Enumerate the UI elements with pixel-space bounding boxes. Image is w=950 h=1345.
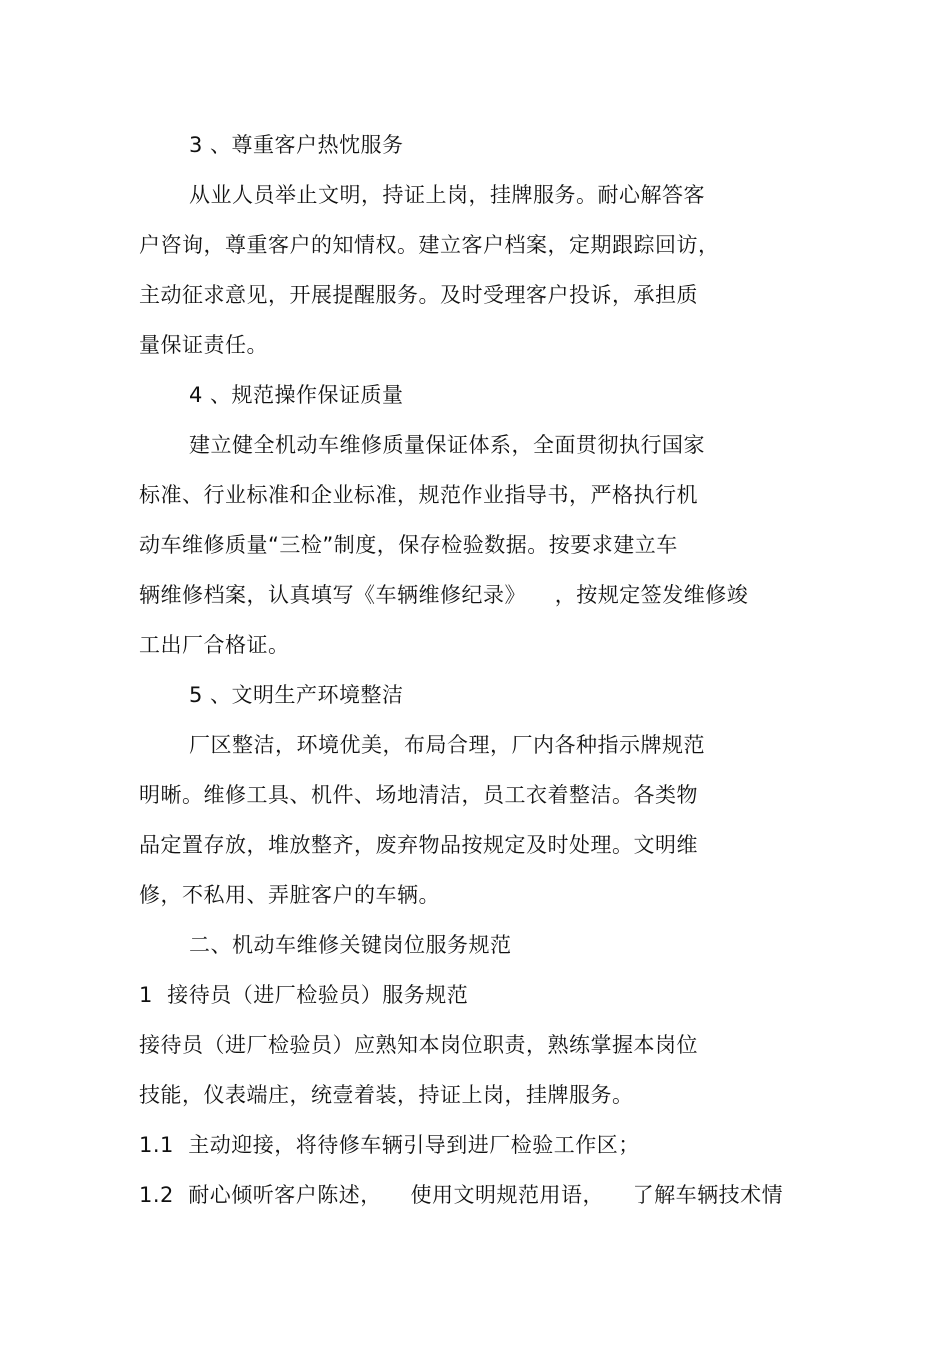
paragraph-line: 明晰。维修工具、机件、场地清洁，员工衣着整洁。各类物 — [139, 783, 698, 807]
paragraph-line: 动车维修质量“三检”制度，保存检验数据。按要求建立车 — [139, 533, 678, 557]
paragraph-line: 量保证责任。 — [139, 333, 268, 357]
paragraph-line: 从业人员举止文明，持证上岗，挂牌服务。耐心解答客 — [189, 183, 705, 207]
paragraph-line: 建立健全机动车维修质量保证体系，全面贯彻执行国家 — [189, 433, 705, 457]
paragraph-line: 户咨询，尊重客户的知情权。建立客户档案，定期跟踪回访， — [139, 233, 720, 257]
chapter-heading: 二、机动车维修关键岗位服务规范 — [189, 933, 512, 957]
list-item-1-1: 1.1 主动迎接，将待修车辆引导到进厂检验工作区； — [139, 1133, 640, 1157]
list-item-1-2: 1.2 耐心倾听客户陈述， 使用文明规范用语， 了解车辆技术情 — [139, 1183, 784, 1207]
subsection-heading-1: 1 接待员（进厂检验员）服务规范 — [139, 983, 469, 1007]
section-heading-5: 5 、文明生产环境整洁 — [189, 683, 404, 707]
paragraph-line: 厂区整洁，环境优美，布局合理，厂内各种指示牌规范 — [189, 733, 705, 757]
paragraph-line: 品定置存放，堆放整齐，废弃物品按规定及时处理。文明维 — [139, 833, 698, 857]
section-heading-3: 3 、尊重客户热忱服务 — [189, 133, 404, 157]
paragraph-line: 接待员（进厂检验员）应熟知本岗位职责，熟练掌握本岗位 — [139, 1033, 698, 1057]
paragraph-line: 主动征求意见，开展提醒服务。及时受理客户投诉，承担质 — [139, 283, 698, 307]
paragraph-line: 标准、行业标准和企业标准，规范作业指导书，严格执行机 — [139, 483, 698, 507]
paragraph-line: 辆维修档案，认真填写《车辆维修纪录》 ，按规定签发维修竣 — [139, 583, 749, 607]
paragraph-line: 技能，仪表端庄，统壹着装，持证上岗，挂牌服务。 — [139, 1083, 634, 1107]
section-heading-4: 4 、规范操作保证质量 — [189, 383, 404, 407]
paragraph-line: 修，不私用、弄脏客户的车辆。 — [139, 883, 440, 907]
paragraph-line: 工出厂合格证。 — [139, 633, 290, 657]
